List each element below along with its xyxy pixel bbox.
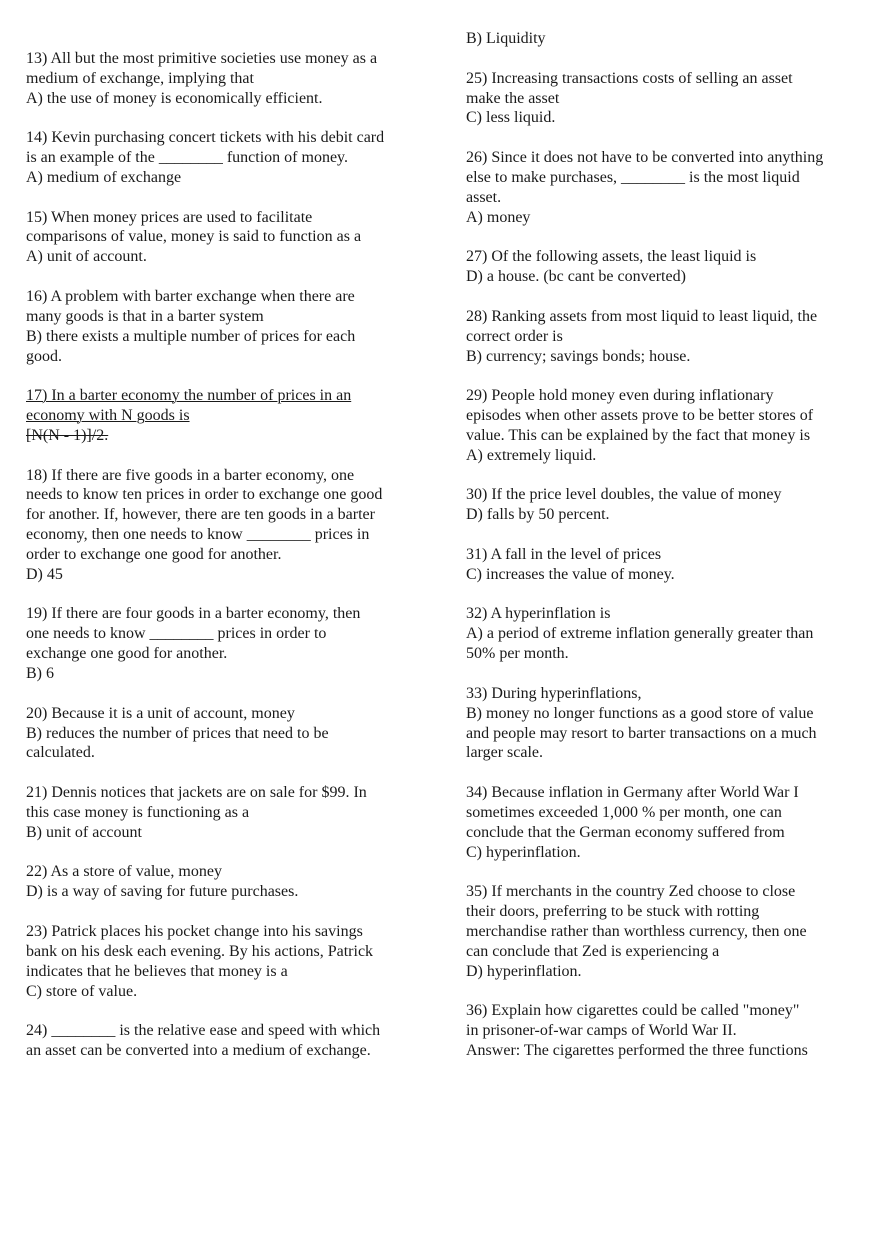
question-line [26, 426, 441, 446]
question-line [466, 168, 866, 188]
question-text: A) a period of extreme inflation generally greater than [466, 625, 814, 643]
question-text: needs to know ten prices in order to exchange one good [26, 486, 383, 504]
question-text: A) medium of exchange [26, 168, 182, 186]
question-line [466, 684, 866, 704]
question-text: for another. If, however, there are ten goods in a barter [26, 506, 375, 524]
question-q25 [466, 69, 866, 129]
question-line [26, 386, 441, 406]
question-text: C) increases the value of money. [466, 565, 675, 583]
question-text: conclude that the German economy suffered from [466, 823, 785, 841]
left-column [26, 29, 441, 1061]
question-text: Answer: The cigarettes performed the three functions [466, 1042, 808, 1060]
question-text: medium of exchange, implying that [26, 69, 254, 87]
question-line [26, 882, 441, 902]
question-text: C) store of value. [26, 982, 138, 1000]
question-line [26, 982, 441, 1002]
question-q32 [466, 604, 866, 664]
question-q19 [26, 604, 441, 683]
question-line [26, 604, 441, 624]
question-line [466, 1001, 866, 1021]
question-line [26, 1041, 441, 1061]
question-q20 [26, 704, 441, 764]
question-text: 28) Ranking assets from most liquid to least liquid, the [466, 307, 818, 325]
question-line [26, 49, 441, 69]
question-line [26, 327, 441, 347]
spacer [26, 29, 441, 49]
spacer [466, 862, 866, 882]
spacer [466, 763, 866, 783]
spacer [466, 466, 866, 486]
question-line [26, 545, 441, 565]
question-text: and people may resort to barter transactions on a much [466, 724, 817, 742]
spacer [466, 227, 866, 247]
question-line [26, 406, 441, 426]
question-text: B) Liquidity [466, 30, 546, 47]
question-q16 [26, 287, 441, 366]
spacer [26, 763, 441, 783]
spacer [26, 366, 441, 386]
question-text: an asset can be converted into a medium of exchange. [26, 1042, 371, 1060]
question-text: indicates that he believes that money is a [26, 962, 288, 980]
question-text: 36) Explain how cigarettes could be called "money" [466, 1002, 800, 1020]
question-text: D) hyperinflation. [466, 962, 582, 980]
question-q21 [26, 783, 441, 843]
question-line [466, 327, 866, 347]
question-text: this case money is functioning as a [26, 803, 250, 821]
question-line [466, 267, 866, 287]
question-line [466, 843, 866, 863]
question-line [26, 168, 441, 188]
question-q18 [26, 466, 441, 585]
spacer [466, 128, 866, 148]
question-line [26, 962, 441, 982]
question-line [466, 545, 866, 565]
question-line [26, 525, 441, 545]
question-text: 50% per month. [466, 645, 569, 663]
spacer [466, 366, 866, 386]
question-text: D) falls by 50 percent. [466, 506, 610, 524]
right-column [466, 29, 866, 1061]
question-line [26, 208, 441, 228]
question-line [466, 1041, 866, 1061]
question-q14 [26, 128, 441, 188]
question-q35 [466, 882, 866, 981]
question-line [466, 823, 866, 843]
question-line [466, 882, 866, 902]
question-line [466, 902, 866, 922]
question-line [466, 188, 866, 208]
question-text: calculated. [26, 744, 95, 762]
question-q17 [26, 386, 441, 446]
question-line [466, 208, 866, 228]
question-line [26, 624, 441, 644]
question-line [466, 724, 866, 744]
question-text: bank on his desk each evening. By his actions, Patrick [26, 942, 374, 960]
question-text: their doors, preferring to be stuck with rotting [466, 903, 760, 921]
question-text: 27) Of the following assets, the least liquid is [466, 248, 757, 266]
spacer [26, 446, 441, 466]
question-line [466, 406, 866, 426]
question-text: episodes when other assets prove to be better stores of [466, 407, 814, 425]
question-text: C) hyperinflation. [466, 843, 581, 861]
question-text: A) money [466, 208, 531, 226]
question-line [26, 664, 441, 684]
question-text: 33) During hyperinflations, [466, 684, 642, 702]
question-text: correct order is [466, 327, 563, 345]
question-line [466, 743, 866, 763]
spacer [26, 267, 441, 287]
spacer [26, 684, 441, 704]
question-text: 22) As a store of value, money [26, 863, 222, 881]
question-q31 [466, 545, 866, 585]
question-text: else to make purchases, ________ is the most liquid [466, 168, 800, 186]
question-line [26, 565, 441, 585]
spacer [26, 188, 441, 208]
question-text: B) 6 [26, 665, 54, 682]
question-text: B) currency; savings bonds; house. [466, 347, 691, 365]
question-line [466, 604, 866, 624]
question-line [26, 862, 441, 882]
question-line [26, 644, 441, 664]
question-q28 [466, 307, 866, 367]
question-text: 24) ________ is the relative ease and speed with which [26, 1022, 381, 1040]
question-text: good. [26, 347, 62, 365]
question-line [26, 823, 441, 843]
question-line [466, 386, 866, 406]
question-q26 [466, 148, 866, 227]
question-text: C) less liquid. [466, 109, 556, 127]
question-q13 [26, 49, 441, 109]
spacer [466, 49, 866, 69]
question-text: [N(N - 1)]/2. [26, 426, 109, 444]
question-line [26, 704, 441, 724]
question-line [466, 922, 866, 942]
question-line [466, 505, 866, 525]
question-text: 15) When money prices are used to facilitate [26, 208, 313, 226]
question-text: 32) A hyperinflation is [466, 605, 611, 623]
question-line [26, 128, 441, 148]
question-line [466, 644, 866, 664]
question-line [466, 783, 866, 803]
question-line [26, 724, 441, 744]
question-line [466, 704, 866, 724]
question-text: exchange one good for another. [26, 645, 228, 663]
question-text: 30) If the price level doubles, the value of money [466, 486, 782, 504]
question-line [466, 108, 866, 128]
question-text: 17) In a barter economy the number of prices in an [26, 387, 352, 405]
question-line [26, 466, 441, 486]
question-line [26, 347, 441, 367]
question-line [466, 347, 866, 367]
question-line [26, 247, 441, 267]
question-q24 [26, 1021, 441, 1061]
question-text: 19) If there are four goods in a barter economy, then [26, 605, 361, 623]
question-text: order to exchange one good for another. [26, 545, 282, 563]
question-text: larger scale. [466, 744, 543, 762]
question-q27 [466, 247, 866, 287]
question-text: one needs to know ________ prices in order to [26, 625, 327, 643]
question-line [26, 942, 441, 962]
question-line [466, 962, 866, 982]
question-text: merchandise rather than worthless currency, then one [466, 922, 807, 940]
question-text: 14) Kevin purchasing concert tickets with his debit card [26, 129, 385, 147]
question-line [466, 624, 866, 644]
question-text: D) is a way of saving for future purchases. [26, 883, 299, 901]
question-text: A) extremely liquid. [466, 446, 597, 464]
question-line [26, 148, 441, 168]
question-text: 26) Since it does not have to be converted into anything [466, 149, 824, 167]
question-line [26, 505, 441, 525]
question-text: can conclude that Zed is experiencing a [466, 942, 720, 960]
spacer [466, 664, 866, 684]
question-q30 [466, 485, 866, 525]
question-q23 [26, 922, 441, 1001]
question-text: 16) A problem with barter exchange when there are [26, 287, 355, 305]
spacer [26, 108, 441, 128]
question-text: economy with N goods is [26, 407, 190, 425]
question-line [26, 227, 441, 247]
spacer [26, 1001, 441, 1021]
spacer [26, 843, 441, 863]
question-line [466, 1021, 866, 1041]
question-text: 25) Increasing transactions costs of selling an asset [466, 69, 793, 87]
question-text: is an example of the ________ function of money. [26, 149, 348, 167]
question-text: asset. [466, 188, 502, 206]
question-line [26, 743, 441, 763]
question-line [26, 922, 441, 942]
question-line [466, 148, 866, 168]
question-line [466, 942, 866, 962]
question-text: value. This can be explained by the fact that money is [466, 426, 811, 444]
question-text: many goods is that in a barter system [26, 307, 264, 325]
question-text: 35) If merchants in the country Zed choose to close [466, 883, 796, 901]
question-line [466, 803, 866, 823]
question-line [26, 287, 441, 307]
question-text: 31) A fall in the level of prices [466, 545, 662, 563]
question-q22 [26, 862, 441, 902]
spacer [466, 982, 866, 1002]
question-text: 20) Because it is a unit of account, money [26, 704, 295, 722]
question-line [466, 565, 866, 585]
question-line [26, 307, 441, 327]
question-line [466, 446, 866, 466]
question-text: A) unit of account. [26, 248, 147, 266]
question-text: sometimes exceeded 1,000 % per month, one can [466, 803, 782, 821]
question-text: 21) Dennis notices that jackets are on sale for $99. In [26, 784, 367, 802]
question-line [466, 69, 866, 89]
spacer [466, 585, 866, 605]
question-text: make the asset [466, 89, 560, 107]
question-text: B) unit of account [26, 823, 142, 841]
question-q36 [466, 1001, 866, 1061]
spacer [26, 585, 441, 605]
question-line [26, 69, 441, 89]
question-text: A) the use of money is economically efficient. [26, 89, 323, 107]
question-q24-answer [466, 29, 866, 49]
question-text: B) reduces the number of prices that need to be [26, 724, 329, 742]
spacer [466, 287, 866, 307]
question-line [466, 29, 866, 49]
spacer [466, 525, 866, 545]
question-text: 34) Because inflation in Germany after World War I [466, 784, 799, 802]
question-text: B) there exists a multiple number of prices for each [26, 327, 356, 345]
question-line [466, 307, 866, 327]
question-text: D) a house. (bc cant be converted) [466, 268, 686, 286]
question-q33 [466, 684, 866, 763]
question-line [466, 247, 866, 267]
question-q15 [26, 208, 441, 268]
question-text: B) money no longer functions as a good store of value [466, 704, 814, 722]
question-text: 29) People hold money even during inflationary [466, 387, 774, 405]
question-q34 [466, 783, 866, 862]
spacer [26, 902, 441, 922]
question-text: 13) All but the most primitive societies use money as a [26, 49, 378, 67]
question-text: in prisoner-of-war camps of World War II. [466, 1022, 737, 1040]
question-line [26, 485, 441, 505]
question-line [466, 485, 866, 505]
question-line [26, 1021, 441, 1041]
question-line [466, 89, 866, 109]
question-text: 23) Patrick places his pocket change into his savings [26, 922, 363, 940]
question-line [26, 89, 441, 109]
question-q29 [466, 386, 866, 465]
question-text: comparisons of value, money is said to function as a [26, 228, 362, 246]
question-text: economy, then one needs to know ________ prices in [26, 526, 370, 544]
question-line [26, 783, 441, 803]
question-line [26, 803, 441, 823]
question-text: 18) If there are five goods in a barter economy, one [26, 466, 355, 484]
question-text: D) 45 [26, 565, 63, 583]
question-line [466, 426, 866, 446]
